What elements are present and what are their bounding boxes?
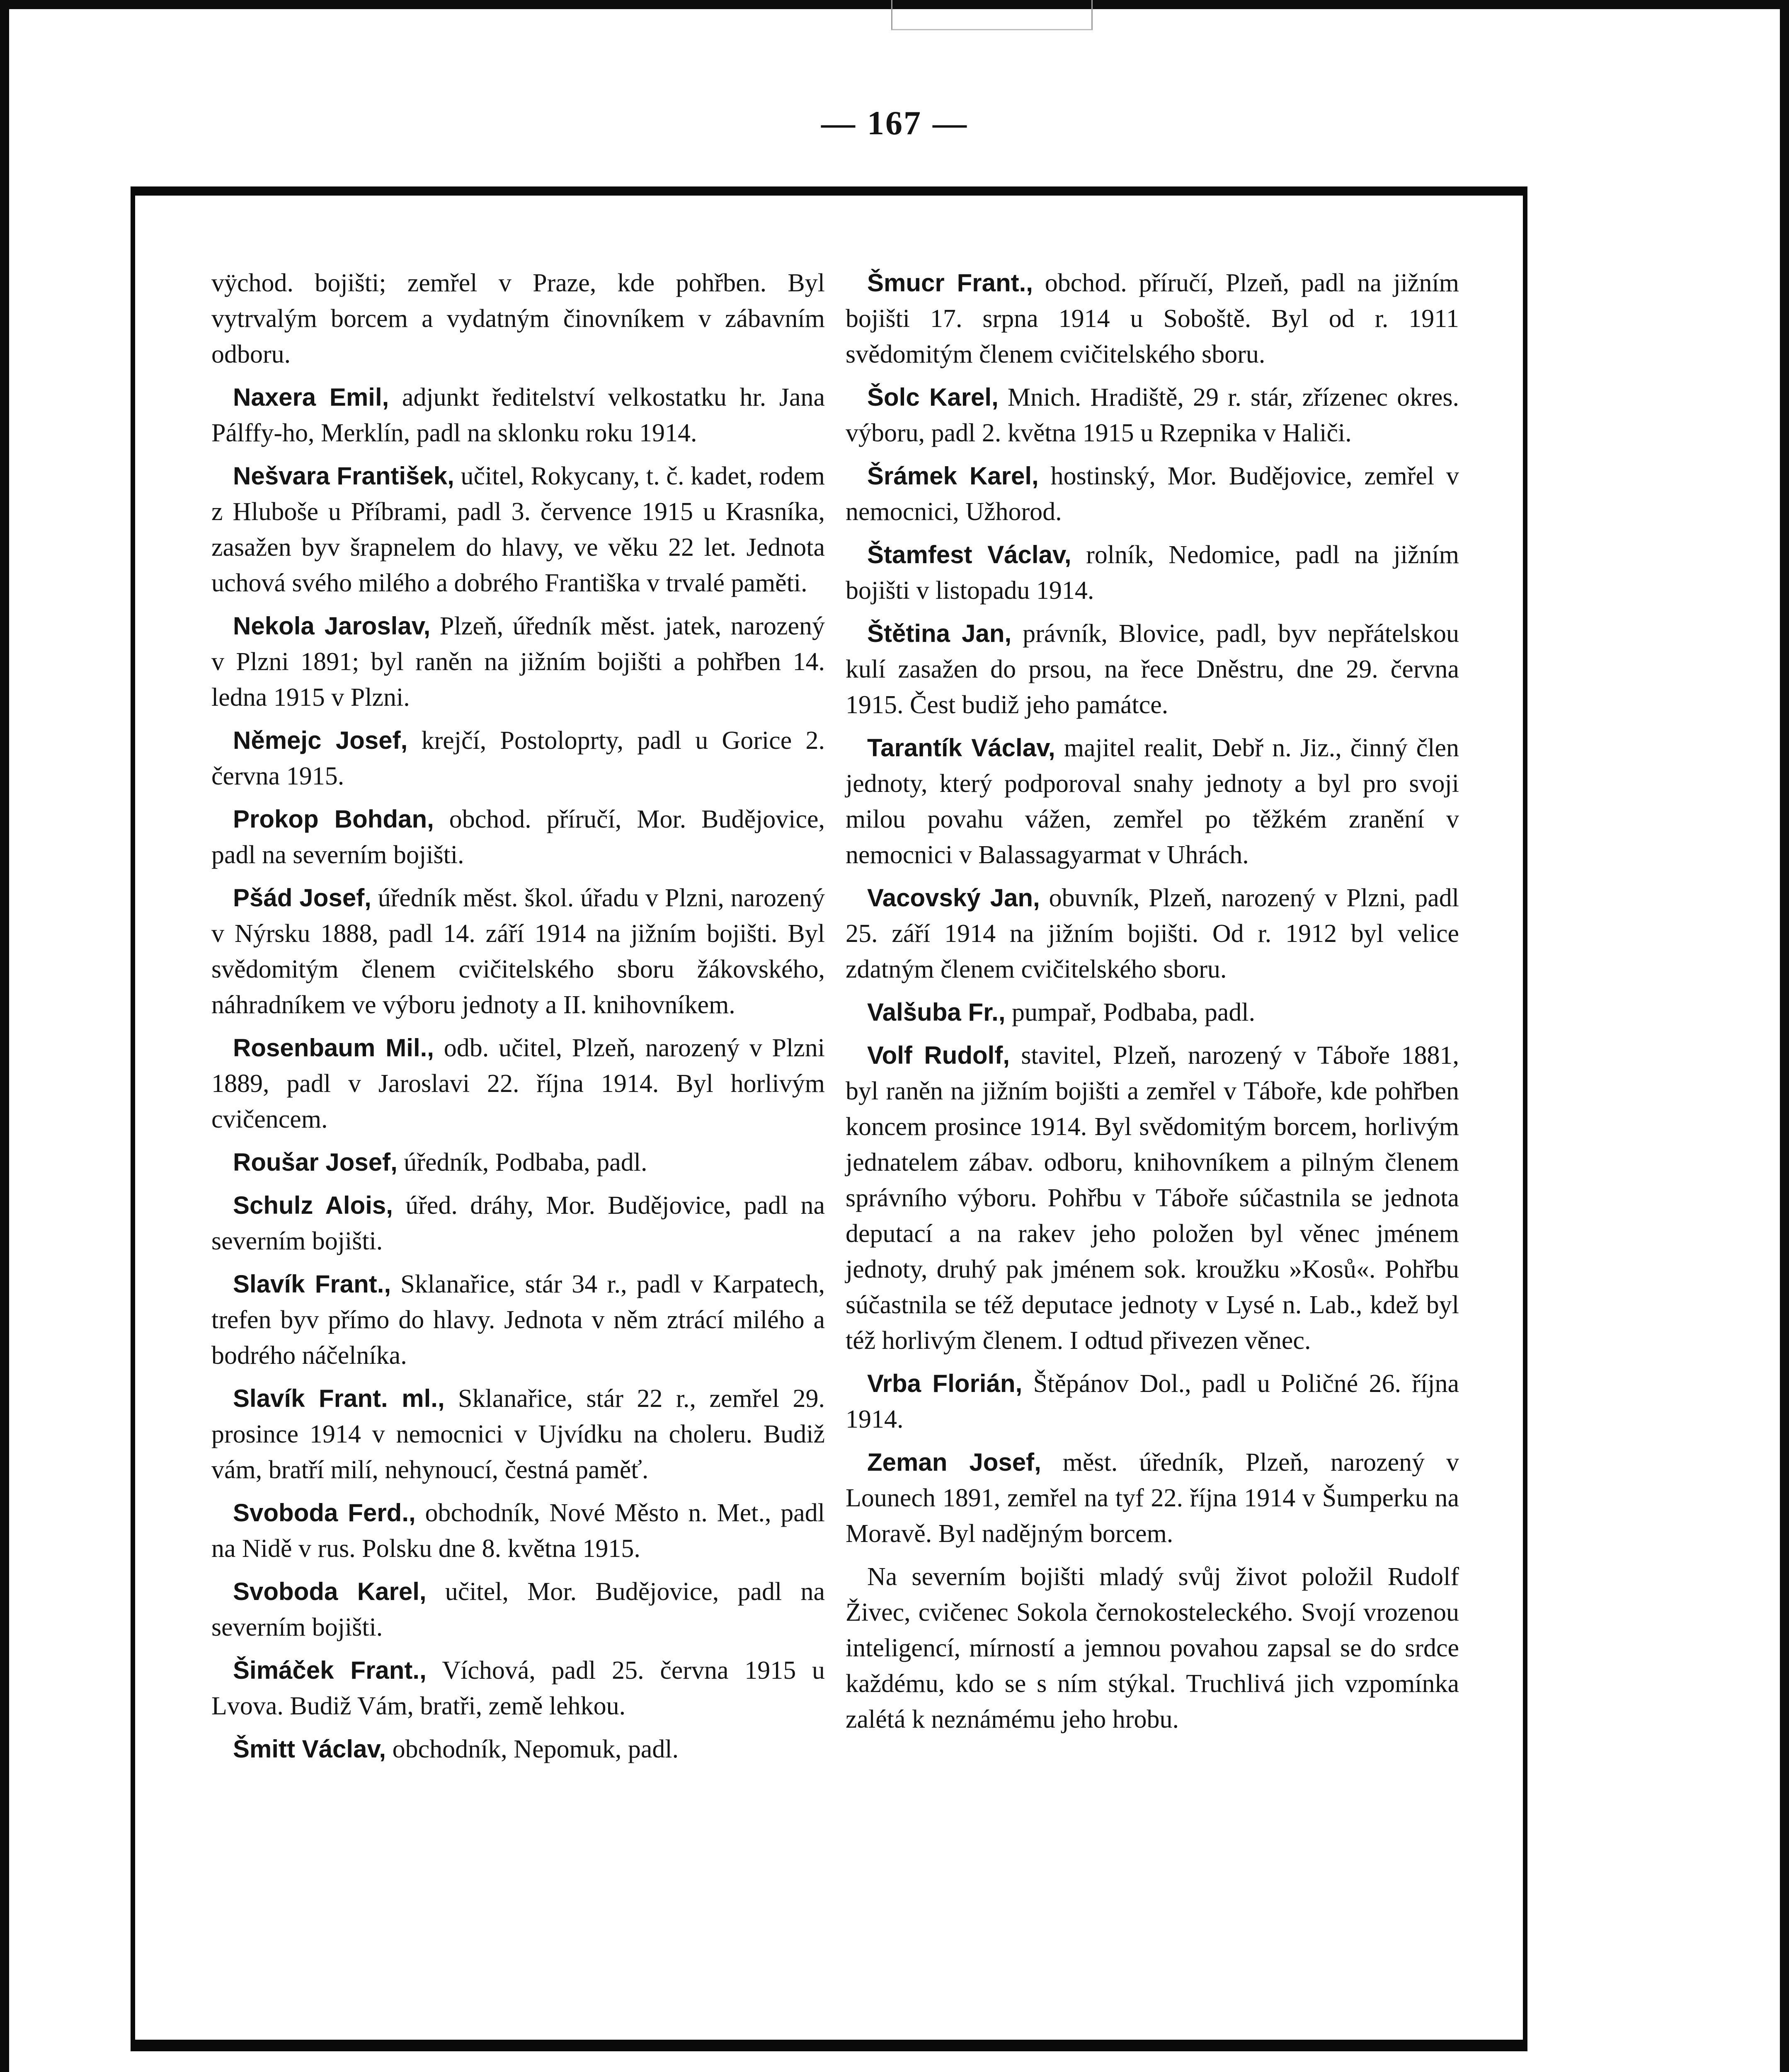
entry-text: úřed. dráhy, Mor. Budějovice, padl na severním bojišti.: [211, 1191, 825, 1255]
left-entry-2: [211, 458, 825, 601]
page-number-dash-left: —: [821, 104, 856, 142]
entry-name: Štamfest Václav,: [867, 541, 1071, 569]
right-entry-1: [846, 380, 1459, 451]
entry-name: Svoboda Karel,: [233, 1578, 427, 1605]
right-entry-7: [846, 995, 1459, 1030]
entry-text: pumpař, Podbaba, padl.: [1012, 998, 1256, 1026]
right-entry-6: [846, 880, 1459, 987]
entry-name: Šrámek Karel,: [867, 462, 1039, 490]
entry-text: vÿchod. bojišti; zemřel v Praze, kde pohřben. Byl vytrvalým borcem a vydatným činovníkem v zábavním odboru.: [211, 269, 825, 368]
entry-name: Prokop Bohdan,: [233, 805, 434, 833]
entry-text: úředník měst. škol. úřadu v Plzni, narozený v Nýrsku 1888, padl 14. září 1914 na jižním bojišti. Byl svědomitým členem cvičitelského sboru žákovského, náhradníkem ve výboru jednoty a II. knihovníkem.: [211, 884, 825, 1019]
entry-name: Slavík Frant.,: [233, 1270, 391, 1298]
entry-text: obuvník, Plzeň, narozený v Plzni, padl 25. září 1914 na jižním bojišti. Od r. 1912 byl velice zdatným členem cvičitelského sboru.: [846, 884, 1459, 983]
right-column: [846, 265, 1459, 1745]
entry-text: Sklanařice, stár 34 r., padl v Karpatech, trefen byv přímo do hlavy. Jednota v něm ztrácí milého a bodrého náčelníka.: [211, 1270, 825, 1370]
entry-name: Zeman Josef,: [867, 1448, 1041, 1476]
left-entry-15: [211, 1731, 825, 1767]
entry-text: učitel, Rokycany, t. č. kadet, rodem z Hluboše u Příbrami, padl 3. července 1915 u Krasníka, zasažen byv šrapnelem do hlavy, ve věku 22 let. Jednota uchová svého milého a dobrého Františka v trvalé paměti.: [211, 462, 825, 597]
right-entry-0: [846, 265, 1459, 372]
left-entry-4: [211, 723, 825, 794]
entry-name: Šmucr Frant.,: [867, 269, 1033, 297]
entry-name: Nekola Jaroslav,: [233, 612, 431, 640]
entry-text: adjunkt ředitelství velkostatku hr. Jana Pálffy-ho, Merklín, padl na sklonku roku 1914.: [211, 383, 825, 447]
entry-name: Vrba Florián,: [867, 1370, 1023, 1397]
entry-name: Tarantík Václav,: [867, 734, 1055, 762]
right-entry-8: [846, 1038, 1459, 1358]
entry-text: krejčí, Postoloprty, padl u Gorice 2. června 1915.: [211, 726, 825, 790]
entry-text: Na severním bojišti mladý svůj život položil Rudolf Živec, cvičenec Sokola černokosteleckého. Svojí vrozenou inteligencí, mírností a jemnou povahou zapsal se do srdce každému, kdo se s ním stýkal. Truchlivá jich vzpomínka zalétá k neznámému jeho hrobu.: [846, 1563, 1459, 1733]
left-entry-14: [211, 1653, 825, 1724]
left-entry-5: [211, 801, 825, 873]
right-entry-9: [846, 1366, 1459, 1437]
right-entry-3: [846, 537, 1459, 608]
left-entry-8: [211, 1145, 825, 1180]
entry-name: Rosenbaum Mil.,: [233, 1034, 434, 1062]
entry-name: Pšád Josef,: [233, 884, 371, 912]
left-entry-1: [211, 380, 825, 451]
entry-text: Mnich. Hradiště, 29 r. stár, zřízenec okres. výboru, padl 2. května 1915 u Rzepnika v Haliči.: [846, 383, 1459, 447]
entry-text: odb. učitel, Plzeň, narozený v Plzni 1889, padl v Jaroslavi 22. října 1914. Byl horlivým cvičencem.: [211, 1034, 825, 1133]
entry-text: obchod. příručí, Mor. Budějovice, padl na severním bojišti.: [211, 805, 825, 869]
right-entry-10: [846, 1445, 1459, 1552]
entry-text: právník, Blovice, padl, byv nepřátelskou kulí zasažen do prsou, na řece Dněstru, dne 29. června 1915. Čest budiž jeho památce.: [846, 620, 1459, 719]
entry-text: Štěpánov Dol., padl u Poličné 26. října 1914.: [846, 1370, 1459, 1433]
right-entry-11: [846, 1559, 1459, 1737]
entry-text: učitel, Mor. Budějovice, padl na severním bojišti.: [211, 1578, 825, 1641]
page-number-dash-right: —: [933, 104, 968, 142]
entry-text: majitel realit, Debř n. Jiz., činný člen jednoty, který podporoval snahy jednoty a byl pro svoji milou povahu vážen, zemřel po těžkém zranění v nemocnici v Balassagyarmat v Uhrách.: [846, 734, 1459, 869]
left-entry-0: [211, 265, 825, 372]
entry-name: Schulz Alois,: [233, 1191, 393, 1219]
entry-text: obchodník, Nové Město n. Met., padl na Nidě v rus. Polsku dne 8. května 1915.: [211, 1499, 825, 1563]
entry-text: hostinský, Mor. Budějovice, zemřel v nemocnici, Užhorod.: [846, 462, 1459, 526]
left-entry-11: [211, 1381, 825, 1488]
left-entry-12: [211, 1495, 825, 1566]
scan-artifact-mark: [891, 0, 1093, 30]
entry-name: Svoboda Ferd.,: [233, 1499, 416, 1527]
right-entry-4: [846, 616, 1459, 723]
entry-text: Plzeň, úředník měst. jatek, narozený v Plzni 1891; byl raněn na jižním bojišti a pohřben 14. ledna 1915 v Plzni.: [211, 612, 825, 712]
entry-name: Volf Rudolf,: [867, 1041, 1010, 1069]
entry-name: Štětina Jan,: [867, 620, 1012, 647]
left-entry-7: [211, 1030, 825, 1137]
right-entry-5: [846, 730, 1459, 873]
entry-name: Naxera Emil,: [233, 383, 389, 411]
left-entry-13: [211, 1574, 825, 1645]
entry-text: obchod. příručí, Plzeň, padl na jižním bojišti 17. srpna 1914 u Soboště. Byl od r. 1911 svědomitým členem cvičitelského sboru.: [846, 269, 1459, 368]
entry-text: Víchová, padl 25. června 1915 u Lvova. Budiž Vám, bratři, země lehkou.: [211, 1656, 825, 1720]
entry-name: Roušar Josef,: [233, 1148, 398, 1176]
left-entry-3: [211, 608, 825, 715]
right-entry-2: [846, 458, 1459, 530]
entry-text: měst. úředník, Plzeň, narozený v Lounech 1891, zemřel na tyf 22. října 1914 v Šumperku na Moravě. Byl nadějným borcem.: [846, 1448, 1459, 1548]
page-number-value: 167: [867, 104, 922, 142]
left-entry-6: [211, 880, 825, 1023]
entry-name: Šolc Karel,: [867, 383, 999, 411]
left-entry-9: [211, 1188, 825, 1259]
entry-name: Vacovský Jan,: [867, 884, 1040, 912]
entry-name: Nešvara František,: [233, 462, 454, 490]
entry-name: Němejc Josef,: [233, 726, 408, 754]
entry-name: Valšuba Fr.,: [867, 998, 1006, 1026]
page-number: [0, 104, 1789, 143]
entry-text: stavitel, Plzeň, narozený v Táboře 1881, byl raněn na jižním bojišti a zemřel v Táboře, kde pohřben koncem prosince 1914. Byl svědomitým borcem, horlivým jednatelem zábav. odboru, knihovníkem a pilným členem správního výboru. Pohřbu v Táboře súčastnila se jednota deputací a na rakev jeho položen byl věnec jménem jednoty, druhý pak jménem sok. kroužku »Kosů«. Pohřbu súčastnila se též deputace jednoty v Lysé n. Lab., kdež byl též horlivým členem. I odtud přivezen věnec.: [846, 1041, 1459, 1355]
entry-text: Sklanařice, stár 22 r., zemřel 29. prosince 1914 v nemocnici v Ujvídku na choleru. Budiž vám, bratří milí, nehynoucí, čestná paměť.: [211, 1385, 825, 1484]
left-entry-10: [211, 1266, 825, 1373]
entry-name: Šmitt Václav,: [233, 1735, 386, 1763]
left-column: [211, 265, 825, 1774]
entry-name: Šimáček Frant.,: [233, 1656, 427, 1684]
entry-text: úředník, Podbaba, padl.: [404, 1148, 647, 1176]
entry-text: obchodník, Nepomuk, padl.: [392, 1735, 679, 1763]
entry-name: Slavík Frant. ml.,: [233, 1385, 445, 1412]
entry-text: rolník, Nedomice, padl na jižním bojišti v listopadu 1914.: [846, 541, 1459, 605]
